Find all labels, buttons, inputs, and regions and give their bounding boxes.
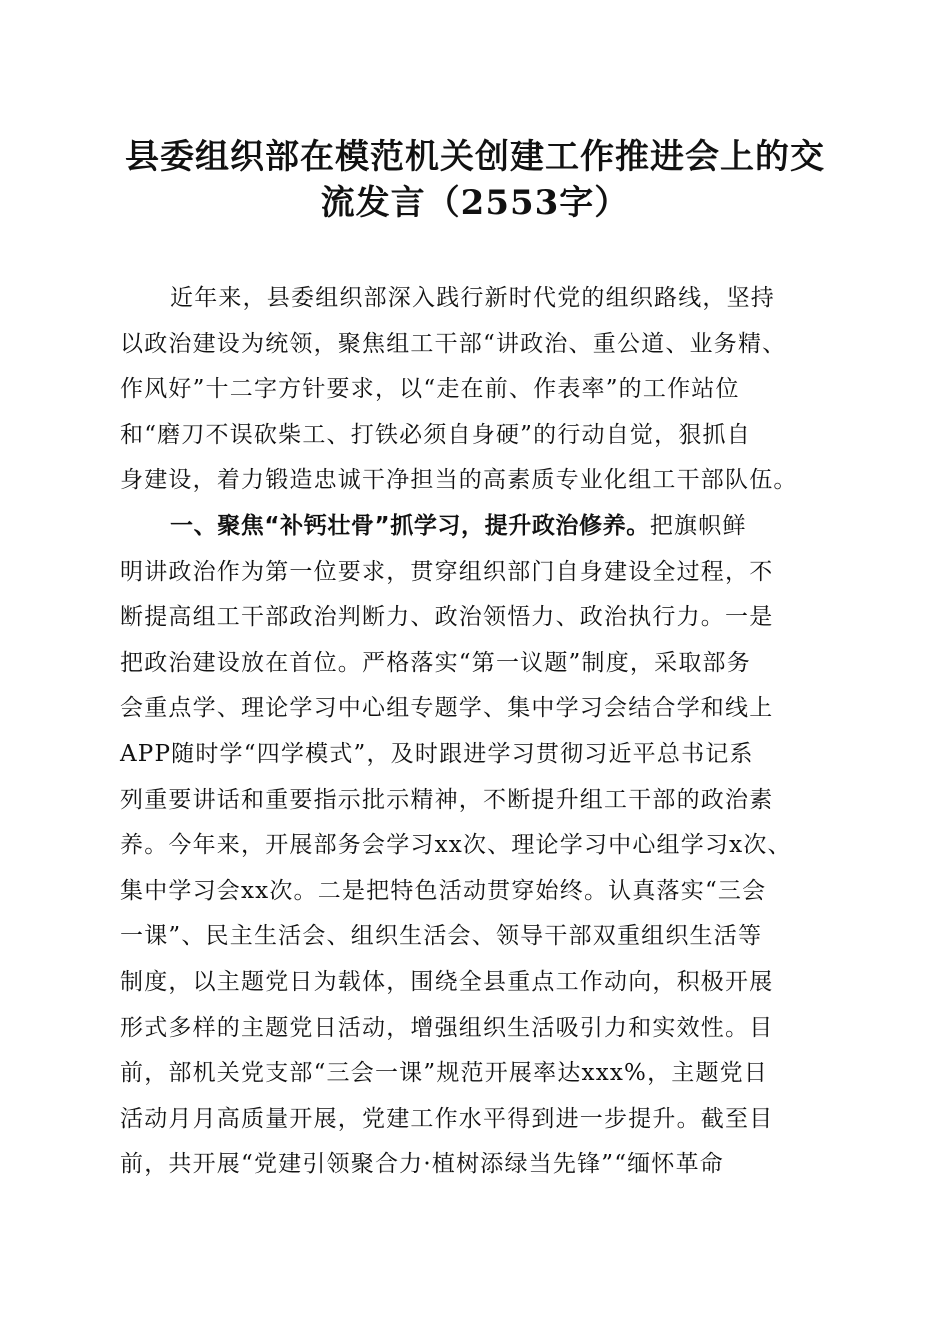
paragraph-line: 制度，以主题党日为载体，围绕全县重点工作动向，积极开展	[120, 968, 774, 995]
paragraph-line: 和“磨刀不误砍柴工、打铁必须自身硬”的行动自觉，狠抓自	[120, 421, 751, 448]
paragraph-line: 以政治建设为统领，聚焦组工干部“讲政治、重公道、业务精、	[120, 330, 787, 357]
paragraph-line: 会重点学、理论学习中心组专题学、集中学习会结合学和线上	[120, 695, 774, 722]
paragraph-line: 把政治建设放在首位。严格落实“第一议题”制度，采取部务	[120, 649, 751, 676]
title-line-1: 县委组织部在模范机关创建工作推进会上的交	[125, 137, 825, 177]
document-title	[100, 134, 850, 226]
paragraph-line: 活动月月高质量开展，党建工作水平得到进一步提升。截至目	[120, 1105, 774, 1132]
section-1-heading: 一、聚焦“补钙壮骨”抓学习，提升政治修养。	[170, 512, 650, 539]
paragraph-line: 前，部机关党支部“三会一课”规范开展率达xxx%，主题党日	[120, 1060, 769, 1087]
paragraph-line: 近年来，县委组织部深入践行新时代党的组织路线，坚持	[170, 285, 775, 311]
paragraph-line: 养。今年来，开展部务会学习xx次、理论学习中心组学习x次、	[120, 832, 792, 859]
paragraph-line: 身建设，着力锻造忠诚干净担当的高素质专业化组工干部队伍。	[120, 467, 798, 494]
intro-paragraph	[120, 276, 840, 504]
title-line-2: 流发言（2553字）	[320, 183, 630, 223]
paragraph-line: APP随时学“四学模式”，及时跟进学习贯彻习近平总书记系	[120, 740, 754, 767]
paragraph-line: 形式多样的主题党日活动，增强组织生活吸引力和实效性。目	[120, 1014, 774, 1041]
paragraph-line: 列重要讲话和重要指示批示精神，不断提升组工干部的政治素	[120, 786, 774, 813]
paragraph-line: 前，共开展“党建引领聚合力·植树添绿当先锋”“缅怀革命	[120, 1151, 724, 1178]
paragraph-line: 作风好”十二字方针要求，以“走在前、作表率”的工作站位	[120, 376, 740, 403]
paragraph-line: 断提高组工干部政治判断力、政治领悟力、政治执行力。一是	[120, 604, 774, 631]
section-1-heading-continuation: 把旗帜鲜	[649, 512, 747, 539]
section-heading-line	[120, 504, 840, 550]
paragraph-line: 集中学习会xx次。二是把特色活动贯穿始终。认真落实“三会	[120, 877, 767, 904]
section-1-paragraph	[120, 504, 840, 1188]
paragraph-line: 一课”、民主生活会、组织生活会、领导干部双重组织生活等	[120, 923, 763, 950]
document-body	[120, 276, 840, 1188]
paragraph-line: 明讲政治作为第一位要求，贯穿组织部门自身建设全过程，不	[120, 558, 774, 585]
